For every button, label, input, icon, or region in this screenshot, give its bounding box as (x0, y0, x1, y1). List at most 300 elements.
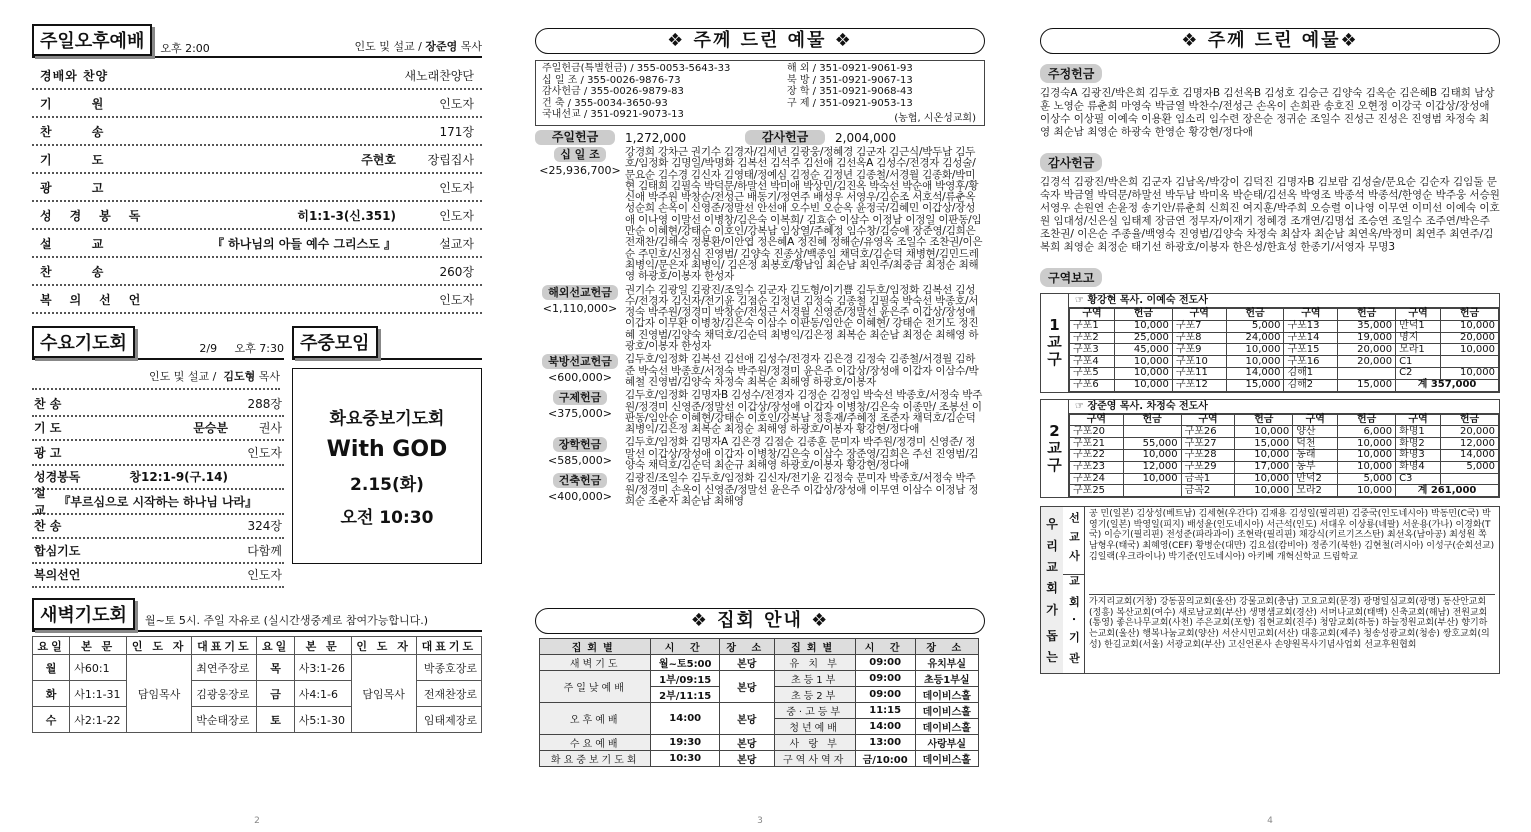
leader-cell: 담임목사 (127, 655, 192, 733)
table-cell: 10,000 (1338, 438, 1396, 450)
order-row (32, 230, 482, 258)
weekday-meeting-box (292, 368, 482, 564)
offering-label-box (535, 473, 625, 507)
table-cell: 김해1 (1284, 367, 1338, 379)
offering-names: 김광진/조일수 김두호/임정화 김신자/전기윤 김정숙 문미자 박종호/서정숙 박주원/정경미 손옥이 신영준/정말선 윤은주 이갑상/장성애 이무연 이삼수 이정남 정희순 조춘자 최순남 최해영 (625, 472, 979, 507)
table-cell: 구포7 (1172, 320, 1226, 332)
order-row (32, 174, 482, 202)
table-cell (1338, 367, 1396, 379)
offering-amount: <600,000> (548, 371, 612, 385)
table-row (540, 735, 979, 751)
order-label: 경배와 찬양 (40, 68, 109, 83)
account-line: 감사헌금 / 355-0026-9879-83 (542, 86, 684, 97)
table-row (1070, 320, 1499, 332)
table-cell: 10,000 (1115, 367, 1173, 379)
district-1-head: ☞ 황강현 목사. 이예숙 전도사 (1069, 294, 1499, 308)
table-cell: 구포12 (1172, 379, 1226, 391)
table-header: 구역 (1293, 414, 1338, 426)
table-cell: 데이비스홀 (915, 751, 978, 767)
table-cell: 계 357,000 (1396, 379, 1499, 391)
table-cell: 11:15 (855, 703, 915, 719)
order-row (32, 118, 482, 146)
offering-names: 강경희 강차근 권기수 김경자/김세년 김광웅/정혜경 김군자 김근식/박두남 김두호/임정화 김명일/박명화 김복선 김석주 김선애 김선옥A 김성수/전경자 김성술/문요순 김수경 김신자 김영태/정예심 김정순 김정년 김종철/서경월 김종화/박미현 김태희 김필숙 박덕문/하말선 박미애 박상민/김진옥 박숙선 박순애 박영후/황신애 박주원 박창순/전성근 배동기/정연주 배성우 서영우/김순조 서호석/류춘옥 성순희 손옥이 신영준/정말선 안선애 오수빈 오순옥 윤정국/김혜민 이갑상/장성애 이나영 이말선 이병창/김은숙 이복희/ 김효순 이삼수 이정남 이정일 이판동/임만순 이혜현/강태순 이호인/강복남 임상열/주혜정 임수창/김승애 장준영/김희은 전재찬/김해숙 정봉환/이안엽 정은혜A 정진혜 정해순/유영옥 조일수 조찬권/이은순 주민호/신정심 진영범/ 김양숙 진종상/백종임 채덕호/김순덕 채병현/김민드레 최병익/문은자 최병익/ 김은정 최봉호/황남임 최순남 최인주/최중금 최정순 최해영 하광호/이봉자 한성자 (625, 146, 983, 283)
offering-label: 구제헌금 (553, 390, 608, 405)
order-row (32, 392, 284, 417)
vertical-char: 는 (1046, 649, 1058, 664)
table-cell: 사5:1-30 (294, 707, 351, 733)
vertical-char: 회 (1046, 581, 1058, 596)
table-cell: 구포23 (1070, 461, 1124, 473)
offering-amount: <400,000> (548, 490, 612, 504)
table-cell: 화명3 (1396, 449, 1441, 461)
offering-names: 김두호/임정화 김명자A 김은경 김점순 김종훈 문미자 박주원/정경미 신영준/ 정말선 이갑상/장성애 이갑자 이병창/김은숙 이삼수 장준영/김희은 주선 진영범/김양숙 채덕호/김순덕 최순규 최해영 하광호/이봉자 황강현/정다애 (625, 436, 979, 472)
district-2-table (1069, 414, 1499, 498)
order-row (32, 486, 284, 518)
table-cell: 주일낮예배 (540, 671, 651, 703)
table-cell: 12,000 (1441, 438, 1499, 450)
table-cell: 구역사역자 (774, 751, 855, 767)
table-cell: 09:00 (855, 655, 915, 671)
table-cell: 구포29 (1181, 461, 1235, 473)
table-cell: 15,000 (1226, 379, 1284, 391)
order-person: 다함께 (247, 543, 282, 558)
table-header: 시 간 (651, 639, 720, 655)
district-1-number: 1 교 구 (1041, 294, 1069, 392)
table-header: 본 문 (70, 637, 127, 655)
weekday-meeting-title: 주중모임 (292, 326, 378, 358)
table-cell: 5,000 (1226, 320, 1284, 332)
order-person: 인도자 (439, 292, 474, 307)
table-cell: 화 (33, 681, 70, 707)
table-header: 헌금 (1235, 414, 1293, 426)
table-header: 구역 (1070, 309, 1115, 321)
table-header: 집회별 (774, 639, 855, 655)
account-line: 구 제 / 351-0921-9053-13 (787, 97, 913, 109)
table-row (33, 655, 482, 681)
account-line: 해 외 / 351-0921-9061-93 (787, 63, 913, 74)
table-row (1070, 426, 1499, 438)
order-person: 새노래찬양단 (404, 68, 474, 83)
table-cell: 모라1 (1396, 344, 1441, 356)
order-person: 권사 (258, 421, 282, 436)
table-cell: 사60:1 (70, 655, 127, 681)
offering-group (535, 437, 985, 471)
offering-amount: <25,936,700> (539, 164, 621, 177)
district-report-label: 구역보고 (1040, 268, 1102, 287)
table-cell: 금곡2 (1181, 485, 1235, 497)
order-label: 찬 송 (34, 519, 62, 534)
wednesday-leader: 인도 및 설교 / 김도형 목사 (32, 368, 280, 390)
order-row (32, 202, 482, 230)
offering-label-box (535, 147, 625, 283)
meeting-time: 오전 10:30 (340, 508, 434, 528)
table-row (1070, 473, 1499, 485)
table-row (1070, 449, 1499, 461)
table-cell: 25,000 (1115, 332, 1173, 344)
order-label: 설 교 (34, 486, 46, 518)
table-cell: 14,000 (1226, 367, 1284, 379)
table-cell: 10,000 (1441, 344, 1499, 356)
offering-group (535, 354, 985, 388)
offering-lists (535, 147, 985, 507)
sunday-offering-amount: 1,272,000 (625, 130, 687, 145)
table-cell: 사3:1-26 (294, 655, 351, 681)
table-cell: 구포27 (1181, 438, 1235, 450)
table-row (1070, 332, 1499, 344)
order-row (32, 441, 284, 466)
table-cell: 초등1부 (774, 671, 855, 687)
tuesday-prayer-label: 화요중보기도회 (329, 409, 445, 429)
table-cell: 월~토5:00 (651, 655, 720, 671)
table-cell: 모라2 (1293, 485, 1338, 497)
order-row (32, 417, 284, 442)
wednesday-date: 2/9 오후 7:30 (199, 342, 284, 355)
table-cell: 1부/09:15 (651, 671, 720, 687)
dawn-prayer-note: 월~토 5시. 주일 자유로 (실시간생중계로 참여가능합니다.) (144, 614, 428, 627)
table-cell: 박종호장로 (416, 655, 481, 681)
table-cell: 20,000 (1338, 344, 1396, 356)
table-header: 장 소 (915, 639, 978, 655)
order-label: 찬 송 (40, 264, 122, 279)
afternoon-service-title: 주일오후예배 (32, 24, 152, 56)
table-row (540, 703, 979, 719)
table-cell: 6,000 (1338, 426, 1396, 438)
table-cell: 구포22 (1070, 449, 1124, 461)
thanks-offering-names: 김경석 김광진/박은희 김군자 김남옥/박강이 김덕진 김명자B 김보람 김성술/문요순 김순자 김임둘 문숙자 박금열 박덕문/하말선 박두남 박미옥 박순태/김선옥 박영조 박종석 박종석/한영순 박주웅 서승원 서영우 손원연 손윤정 송기안/류춘희 신희진 여지훈/박주희 오승렬 이나영 이무연 이미선 이예숙 이호원 임대성/신은실 임태제 장금연 정무자/이재기 정혜경 조개연/김명섭 조승연 조일수 조주연/박은주 조찬권/ 이은순 주종율/백영숙 진영범/김양숙 차정숙 최삼자 최순남 최연옥/박정미 최연주 최연주/김복희 최영순 최정순 태기선 하광호/이봉자 한은성/한효성 한종기/서영자 무명3 (1040, 176, 1500, 253)
meeting-guide-title: ❖ 집회 안내 ❖ (535, 608, 985, 634)
account-line: 국내선교 / 351-0921-9073-13 (542, 109, 684, 120)
offering-summary (535, 130, 985, 145)
table-cell: 화명1 (1396, 426, 1441, 438)
order-detail: 주현호 (361, 152, 396, 167)
table-cell: 구포16 (1284, 356, 1338, 368)
table-cell: 5,000 (1441, 461, 1499, 473)
church-list: 가지리교회(거창) 강동꿈의교회(울산) 강물교회(충남) 고요교회(문경) 광명일심교회(광명) 동산안교회(정흥) 복산교회(여수) 새로남교회(부산) 생명샘교회(경산) 서머나교회(태백) 신축교회(해남) 전원교회(통영) 좋은나무교회(사천) 주은교회(포항) 집현교회(진주) 청암교회(하동) 하늘정원교회(부산) 향기하는교회(울산) 행복나눔교회(양산) 서산시민교회(서산) 대흥교회(제주) 청송성광교회(청송) 쌍호교회(의성) 한길교회(서울) 서광교회(부산) 고신언론사 손양원목사기념사업회 선교후원협회 (1089, 597, 1490, 650)
offering-names: 권기수 김광일 김광진/조일수 김군자 김도형/이기쁨 김두호/임정화 김복선 김성수/전경자 김신자/전기윤 김점순 김정년 김정숙 김종철 김필숙 박숙선 박종호/서정숙 박주원/정경미 박창순/전성근 서경월 신영준/정말선 윤은주 이갑상/장성애 이갑자 이무환 이병창/김은숙 이삼수 이판동/임안순 이혜현/ 강태순 전기도 정진혜 진영범/김양숙 채덕호/김순덕 최병익/김은정 최복순 최순남 최정순 최해영 하광호/이봉자 한성자 (625, 283, 979, 353)
table-cell: 20,000 (1441, 332, 1499, 344)
offering-group (535, 147, 985, 283)
table-cell: 수 (33, 707, 70, 733)
table-cell: 19,000 (1338, 332, 1396, 344)
table-header: 인 도 자 (127, 637, 192, 655)
order-label: 찬 송 (34, 396, 62, 411)
table-row (540, 751, 979, 767)
table-cell: 구포15 (1284, 344, 1338, 356)
order-person: 288장 (247, 396, 282, 411)
table-cell: 김광웅장로 (192, 681, 257, 707)
table-cell: 구포4 (1070, 356, 1115, 368)
table-header: 헌금 (1441, 309, 1499, 321)
table-cell: 동래 (1293, 449, 1338, 461)
table-row (1070, 485, 1499, 497)
vertical-char: 리 (1046, 538, 1058, 553)
order-detail: 창12:1-9(구.14) (129, 470, 228, 485)
table-cell: 구포8 (1172, 332, 1226, 344)
account-line: 건 축 / 355-0034-3650-93 (542, 97, 668, 109)
order-person: 171장 (439, 124, 474, 139)
table-header: 헌금 (1123, 414, 1181, 426)
wednesday-prayer-title: 수요기도회 (32, 326, 135, 358)
prayer-support (1040, 506, 1500, 674)
table-cell: 데이비스홀 (915, 703, 978, 719)
afternoon-leader: 인도 및 설교 / 장준영 목사 (354, 40, 482, 53)
offering-group (535, 285, 985, 353)
page-3 (535, 28, 985, 826)
account-line: 십 일 조 / 355-0026-9876-73 (542, 74, 681, 86)
table-cell: 구포25 (1070, 485, 1124, 497)
table-cell: 10,000 (1338, 461, 1396, 473)
table-cell: 금 (257, 681, 294, 707)
order-row (32, 564, 284, 589)
offering-label-box (535, 285, 625, 353)
table-cell: 전재찬장로 (416, 681, 481, 707)
table-header: 요일 (257, 637, 294, 655)
table-header: 구역 (1396, 309, 1441, 321)
table-cell: 17,000 (1235, 461, 1293, 473)
table-cell: 목 (257, 655, 294, 681)
sunday-offering-label: 주일헌금 (535, 130, 615, 145)
table-row (1070, 461, 1499, 473)
offering-label: 장학헌금 (553, 437, 608, 452)
table-cell: 5,000 (1338, 473, 1396, 485)
table-row (1070, 367, 1499, 379)
table-cell: 구포14 (1284, 332, 1338, 344)
table-cell: 45,000 (1115, 344, 1173, 356)
table-cell: C1 (1396, 356, 1441, 368)
table-cell: 화요중보기도회 (540, 751, 651, 767)
table-cell: C3 (1396, 473, 1441, 485)
offering-label: 북방선교헌금 (542, 354, 618, 369)
order-person: 260장 (439, 264, 474, 279)
wednesday-order (32, 392, 284, 588)
table-cell: 구포10 (1172, 356, 1226, 368)
table-cell: 구포13 (1284, 320, 1338, 332)
table-row (1070, 379, 1499, 391)
table-cell: 구포9 (1172, 344, 1226, 356)
table-cell: 중·고등부 (774, 703, 855, 719)
table-cell: 사1:1-31 (70, 681, 127, 707)
table-header: 헌금 (1441, 414, 1499, 426)
table-cell (1441, 356, 1499, 368)
table-cell: 10,000 (1115, 320, 1173, 332)
account-list (535, 60, 985, 126)
offering-label-box (535, 437, 625, 471)
order-label: 복의선언 (34, 568, 81, 583)
table-cell (1123, 426, 1181, 438)
table-cell: 13:00 (855, 735, 915, 751)
district-2-head: ☞ 장준영 목사. 차정숙 전도사 (1069, 400, 1499, 414)
table-cell: 09:00 (855, 687, 915, 703)
thanks-offering-amount: 2,004,000 (835, 130, 897, 145)
table-header: 구역 (1172, 309, 1226, 321)
vertical-char: 가 (1046, 602, 1058, 617)
table-cell: 동부 (1293, 461, 1338, 473)
offering-names: 김두호/임정화 김명자B 김성수/전경자 김정순 김정임 박숙선 박종호/서정숙 박주원/정경미 신영준/정말선 이갑상/장성애 이갑자 이병창/김은숙 이종만/ 조봉선 이판동/임안순 이혜현/강태순 이호인/강복남 정흥재/주혜정 조준자 채덕호/김순덕 최병익/김은정 최복순 최정순 최해영 하광호/이봉자 황강현/정다애 (625, 389, 983, 436)
offering-label: 건축헌금 (553, 473, 608, 488)
order-label: 설 교 (40, 236, 122, 251)
table-cell: 15,000 (1235, 438, 1293, 450)
account-line: 북 방 / 351-0921-9067-13 (787, 74, 913, 86)
table-cell: 10,000 (1115, 356, 1173, 368)
missionary-label (1063, 507, 1085, 575)
vertical-char: 교 (1046, 560, 1058, 575)
table-header: 요일 (33, 637, 70, 655)
table-cell: 구포2 (1070, 332, 1115, 344)
offering-label: 해외선교헌금 (542, 285, 618, 300)
table-cell: 구포6 (1070, 379, 1115, 391)
table-cell: 10,000 (1235, 426, 1293, 438)
offering-title: ❖ 주께 드린 예물❖ (1040, 28, 1500, 54)
table-cell: 10,000 (1441, 367, 1499, 379)
order-label: 합심기도 (34, 543, 81, 558)
order-label: 기 원 (40, 96, 122, 111)
meeting-date: 2.15(화) (350, 475, 424, 495)
table-cell: 55,000 (1123, 438, 1181, 450)
dawn-prayer-title: 새벽기도회 (32, 598, 135, 630)
order-label: 광 고 (40, 180, 122, 195)
table-cell: 14,000 (1441, 449, 1499, 461)
table-cell: 10,000 (1226, 344, 1284, 356)
order-person: 인도자 (439, 180, 474, 195)
vertical-char: 돕 (1046, 628, 1058, 643)
missionary-list: 공 민(일본) 김상성(베트남) 김세현(우간다) 김재용 김성일(필리핀) 김중국(인도네시아) 박동민(C국) 박영기(일본) 박영일(피지) 배성윤(인도네시아) 서근석(인도) 서대우 이상룡(네팔) 서운용(가나) 이경화(T국) 이승기(필리핀) 전성준(파라과이) 조현락(필리핀) 채강식(키르기즈스탄) 최선옥(남아공) 최성원 쪽 남형우(태국) 최혜영(CEF) 황병순(대만) 김요섭(캄비아) 정종기(북한) 김현철(러시아) 이성구(순회선교) 김일랙(우크라이나) 박기준(인도네시아) 아키볘 개혁신학교 드림학교 (1089, 509, 1495, 595)
table-cell: 박순태장로 (192, 707, 257, 733)
afternoon-time: 오후 2:00 (160, 42, 210, 55)
missionary-label-text: 선교사 (1067, 512, 1081, 570)
table-cell: 10,000 (1115, 379, 1173, 391)
table-cell: 화명4 (1396, 461, 1441, 473)
table-cell: 금곡1 (1181, 473, 1235, 485)
table-cell: 10:30 (651, 751, 720, 767)
order-label: 성경봉독 (40, 208, 159, 223)
district-1-table (1069, 308, 1499, 392)
table-cell: 10,000 (1226, 356, 1284, 368)
order-label: 복의선언 (40, 292, 159, 307)
district-1 (1040, 293, 1500, 393)
table-cell: 사2:1-22 (70, 707, 127, 733)
order-label: 기 도 (34, 421, 62, 436)
table-cell: 본당 (719, 703, 774, 735)
table-cell: 구포11 (1172, 367, 1226, 379)
table-cell: 초등2부 (774, 687, 855, 703)
table-cell: 10,000 (1441, 320, 1499, 332)
table-cell: 10,000 (1123, 449, 1181, 461)
order-row (32, 539, 284, 564)
meeting-table (539, 638, 979, 767)
offering-amount: <585,000> (548, 454, 612, 468)
page-number: 2 (254, 816, 260, 826)
order-row (32, 258, 482, 286)
table-cell: 10,000 (1235, 485, 1293, 497)
table-cell: 만덕2 (1293, 473, 1338, 485)
table-header: 장 소 (719, 639, 774, 655)
order-row (32, 466, 284, 491)
offering-amount: <375,000> (548, 407, 612, 421)
order-label: 기 도 (40, 152, 122, 167)
dawn-prayer-table (32, 636, 482, 733)
table-header: 헌금 (1338, 414, 1396, 426)
table-cell: 19:30 (651, 735, 720, 751)
table-cell: 최연주장로 (192, 655, 257, 681)
district-2 (1040, 399, 1500, 499)
prayer-support-label (1041, 507, 1063, 673)
order-row (32, 286, 482, 314)
table-cell: 덕천 (1293, 438, 1338, 450)
order-detail: 『 하나님의 아들 예수 그리스도 』 (212, 236, 396, 251)
table-header: 구역 (1284, 309, 1338, 321)
table-cell: 12,000 (1123, 461, 1181, 473)
order-person: 설교자 (439, 236, 474, 251)
table-cell: 본당 (719, 735, 774, 751)
table-cell: 15,000 (1338, 379, 1396, 391)
table-header: 인 도 자 (351, 637, 416, 655)
table-cell: 10,000 (1235, 473, 1293, 485)
table-row (540, 671, 979, 687)
table-cell: 구포26 (1181, 426, 1235, 438)
district-2-number: 2 교 구 (1041, 400, 1069, 498)
weekly-offering-names: 김경숙A 김광진/박은희 김두호 김명자B 김선옥B 김성호 김승근 김양숙 김옥순 김은혜B 김태희 남상훈 노영순 류춘희 마영숙 박금열 박찬수/전성근 손옥이 손희관 송호진 오현정 이강국 이갑상/장성애 이상수 이상필 이예숙 이용환 임소리 임수련 장은순 정귀순 조일수 진성근 진성은 진영범 차정숙 최 영 최순남 최영순 하광숙 한영순 황강현/정다애 (1040, 87, 1495, 138)
offering-group (535, 473, 985, 507)
table-cell: 본당 (719, 655, 774, 671)
table-cell: 금/10:00 (855, 751, 915, 767)
table-cell: 10,000 (1338, 449, 1396, 461)
table-cell: 24,000 (1226, 332, 1284, 344)
table-cell: 월 (33, 655, 70, 681)
order-person: 인도자 (247, 445, 282, 460)
offering-group (535, 390, 985, 435)
table-cell: 사 랑 부 (774, 735, 855, 751)
page-4 (1040, 28, 1500, 826)
church-label-text: 교회·기관 (1067, 574, 1081, 674)
table-cell: 2부/11:15 (651, 687, 720, 703)
order-label: 찬 송 (40, 124, 122, 139)
thanks-offering-label: 감사헌금 (1040, 153, 1102, 172)
table-cell: 명지 (1396, 332, 1441, 344)
table-cell: 양산 (1293, 426, 1338, 438)
table-cell: 09:00 (855, 671, 915, 687)
table-header: 본 문 (294, 637, 351, 655)
order-row (32, 62, 482, 90)
table-row (1070, 356, 1499, 368)
afternoon-order (32, 62, 482, 314)
page-number: 4 (1267, 816, 1273, 826)
table-cell (1441, 473, 1499, 485)
order-person: 장립집사 (427, 152, 474, 167)
table-header: 대표기도 (416, 637, 481, 655)
table-row (540, 655, 979, 671)
table-cell: 14:00 (651, 703, 720, 735)
table-row (1070, 344, 1499, 356)
table-cell: 35,000 (1338, 320, 1396, 332)
bank-note: (농협, 시온성교회) (894, 112, 976, 124)
table-cell: 구포3 (1070, 344, 1115, 356)
table-cell: 유 치 부 (774, 655, 855, 671)
table-cell: 임태제장로 (416, 707, 481, 733)
offering-names: 김두호/임정화 김복선 김선애 김성수/전경자 김은경 김정숙 김종철/서경월 김하준 박숙선 박종호/서정숙 박주원/정경미 윤은주 이갑상/장성애 이갑자 이삼수/박혜철 진영범/김양숙 차정숙 최복순 최해영 하광호/이봉자 (625, 353, 979, 388)
table-header: 구역 (1070, 414, 1124, 426)
table-cell: 새벽기도 (540, 655, 651, 671)
table-header: 구역 (1181, 414, 1235, 426)
table-cell: 사랑부실 (915, 735, 978, 751)
offering-label: 십 일 조 (554, 147, 606, 162)
table-cell: 10,000 (1338, 485, 1396, 497)
order-row (32, 146, 482, 174)
with-god-label: With GOD (326, 437, 448, 462)
offering-label-box (535, 354, 625, 388)
table-cell: 14:00 (855, 719, 915, 735)
table-cell: 데이비스홀 (915, 687, 978, 703)
table-cell: 구포1 (1070, 320, 1115, 332)
